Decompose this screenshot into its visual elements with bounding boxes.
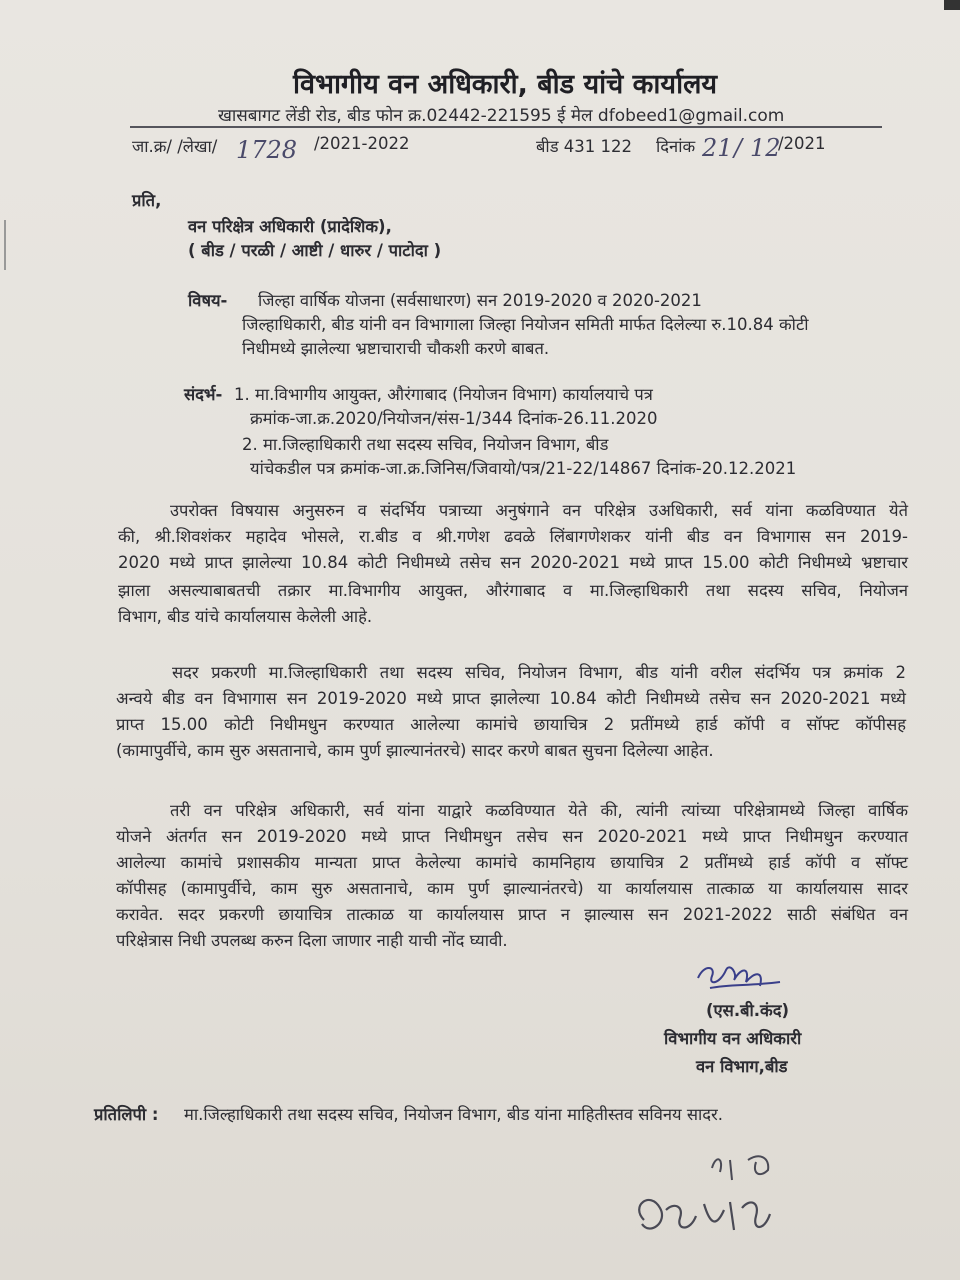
paragraph-2-line: अन्वये बीड वन विभागास सन 2019-2020 मध्ये प्राप्त झालेल्या 10.84 कोटी निधीमध्ये तसेच सन 2020-2021 मध्ये	[116, 689, 906, 708]
ref-prefix: जा.क्र/ /लेखा/	[132, 137, 218, 156]
reference-line: 1. मा.विभागीय आयुक्त, औरंगाबाद (नियोजन विभाग) कार्यालयाचे पत्र	[234, 385, 653, 404]
office-title: विभागीय वन अधिकारी, बीड यांचे कार्यालय	[292, 69, 718, 100]
date-label: दिनांक	[656, 137, 696, 156]
subject-label: विषय-	[188, 291, 228, 310]
reference-label: संदर्भ-	[184, 385, 223, 404]
paragraph-2-line: (कामापुर्वीचे, काम सुरु असतानाचे, काम पुर्ण झाल्यानंतरचे) सादर करणे बाबत सुचना दिलेल्या आहेत.	[116, 741, 714, 760]
paragraph-3-line: परिक्षेत्रास निधी उपलब्ध करुन दिला जाणार नाही याची नोंद घ्यावी.	[116, 931, 508, 950]
header-divider	[130, 126, 882, 128]
subject-line: निधीमध्ये झालेल्या भ्रष्टाचाराची चौकशी करणे बाबत.	[242, 339, 550, 358]
reference-line: क्रमांक-जा.क्र.2020/नियोजन/संस-1/344 दिनांक-26.11.2020	[250, 409, 658, 428]
date-slash: /	[734, 134, 743, 162]
paragraph-3-line: आलेल्या कामांचे प्रशासकीय मान्यता प्राप्त केलेल्या कामांचे कामनिहाय छायाचित्र 2 प्रतींमध्ये हार्ड कॉपी व सॉफ्ट	[116, 853, 908, 872]
office-address: खासबागट लेंडी रोड, बीड फोन क्र.02442-221595 ई मेल dfobeed1@gmail.com	[218, 106, 785, 126]
paragraph-3-line: कॉपीसह (कामापुर्वीचे, काम सुरु असतानाचे, काम पुर्ण झाल्यानंतरचे) या कार्यालयास तात्काळ या कार्यालयास सादर	[116, 879, 908, 898]
reference-line: 2. मा.जिल्हाधिकारी तथा सदस्य सचिव, नियोजन विभाग, बीड	[242, 435, 609, 454]
corner-mark	[944, 0, 960, 10]
paragraph-3-line: करावेत. सदर प्रकरणी छायाचित्र तात्काळ या कार्यालयास प्राप्त न झाल्यास सन 2021-2022 साठी संबंधित वन	[116, 905, 908, 924]
signatory-designation: विभागीय वन अधिकारी	[664, 1029, 802, 1048]
paragraph-1-line: विभाग, बीड यांचे कार्यालयास केलेली आहे.	[118, 607, 373, 626]
copy-label: प्रतिलिपी :	[94, 1105, 159, 1124]
paragraph-1-line: 2020 मध्ये प्राप्त झालेल्या 10.84 कोटी निधीमध्ये तसेच सन 2020-2021 मध्ये प्राप्त 15.00 कोटी निधीमध्ये भ्रष्टाचार	[118, 553, 908, 572]
ref-number-handwritten: 1728	[236, 136, 298, 164]
ref-pin: बीड 431 122	[536, 137, 632, 156]
copy-text: मा.जिल्हाधिकारी तथा सदस्य सचिव, नियोजन विभाग, बीड यांना माहितीस्तव सविनय सादर.	[184, 1105, 724, 1124]
ref-year: /2021-2022	[314, 134, 410, 153]
signatory-office: वन विभाग,बीड	[696, 1057, 788, 1076]
paragraph-2-line: सदर प्रकरणी मा.जिल्हाधिकारी तथा सदस्य सचिव, नियोजन विभाग, बीड यांनी वरील संदर्भिय पत्र क्रमांक 2	[172, 663, 906, 682]
edge-mark	[4, 220, 6, 270]
handwritten-inward-note	[620, 1150, 820, 1260]
paragraph-1-line: झाला असल्याबाबतची तक्रार मा.विभागीय आयुक्त, औरंगाबाद व मा.जिल्हाधिकारी तथा सदस्य सचिव, नियोजन	[118, 581, 908, 600]
date-year: /2021	[778, 134, 826, 153]
prati-label: प्रति,	[132, 191, 162, 210]
paragraph-3-line: तरी वन परिक्षेत्र अधिकारी, सर्व यांना याद्वारे कळविण्यात येते की, त्यांनी त्यांच्या परिक्षेत्रामध्ये जिल्हा वार्षिक	[170, 801, 908, 820]
signatory-name: (एस.बी.कंद)	[706, 1001, 790, 1020]
subject-line: जिल्हाधिकारी, बीड यांनी वन विभागाला जिल्हा नियोजन समिती मार्फत दिलेल्या रु.10.84 कोटी	[242, 315, 809, 334]
paragraph-3-line: योजने अंतर्गत सन 2019-2020 मध्ये प्राप्त निधीमधुन तसेच सन 2020-2021 मध्ये प्राप्त निधीमधुन करण्यात	[116, 827, 908, 846]
date-month-handwritten: 12	[750, 134, 781, 162]
paragraph-1-line: उपरोक्त विषयास अनुसरुन व संदर्भिय पत्राच्या अनुषंगाने वन परिक्षेत्र उअधिकारी, सर्व यांना कळविण्यात येते	[170, 501, 908, 520]
date-day-handwritten: 21	[702, 134, 733, 162]
recipient-ranges: ( बीड / परळी / आष्टी / धारुर / पाटोदा )	[188, 241, 442, 260]
paragraph-1-line: की, श्री.शिवशंकर महादेव भोसले, रा.बीड व श्री.गणेश ढवळे लिंबागणेशकर यांनी बीड वन विभागास सन 2019-	[118, 527, 908, 546]
subject-line: जिल्हा वार्षिक योजना (सर्वसाधारण) सन 2019-2020 व 2020-2021	[258, 291, 702, 310]
reference-line: यांचेकडील पत्र क्रमांक-जा.क्र.जिनिस/जिवायो/पत्र/21-22/14867 दिनांक-20.12.2021	[250, 459, 797, 478]
paragraph-2-line: प्राप्त 15.00 कोटी निधीमधुन करण्यात आलेल्या कामांचे छायाचित्र 2 प्रतींमध्ये हार्ड कॉपी व सॉफ्ट कॉपीसह	[116, 715, 906, 734]
recipient-name: वन परिक्षेत्र अधिकारी (प्रादेशिक),	[188, 217, 392, 236]
